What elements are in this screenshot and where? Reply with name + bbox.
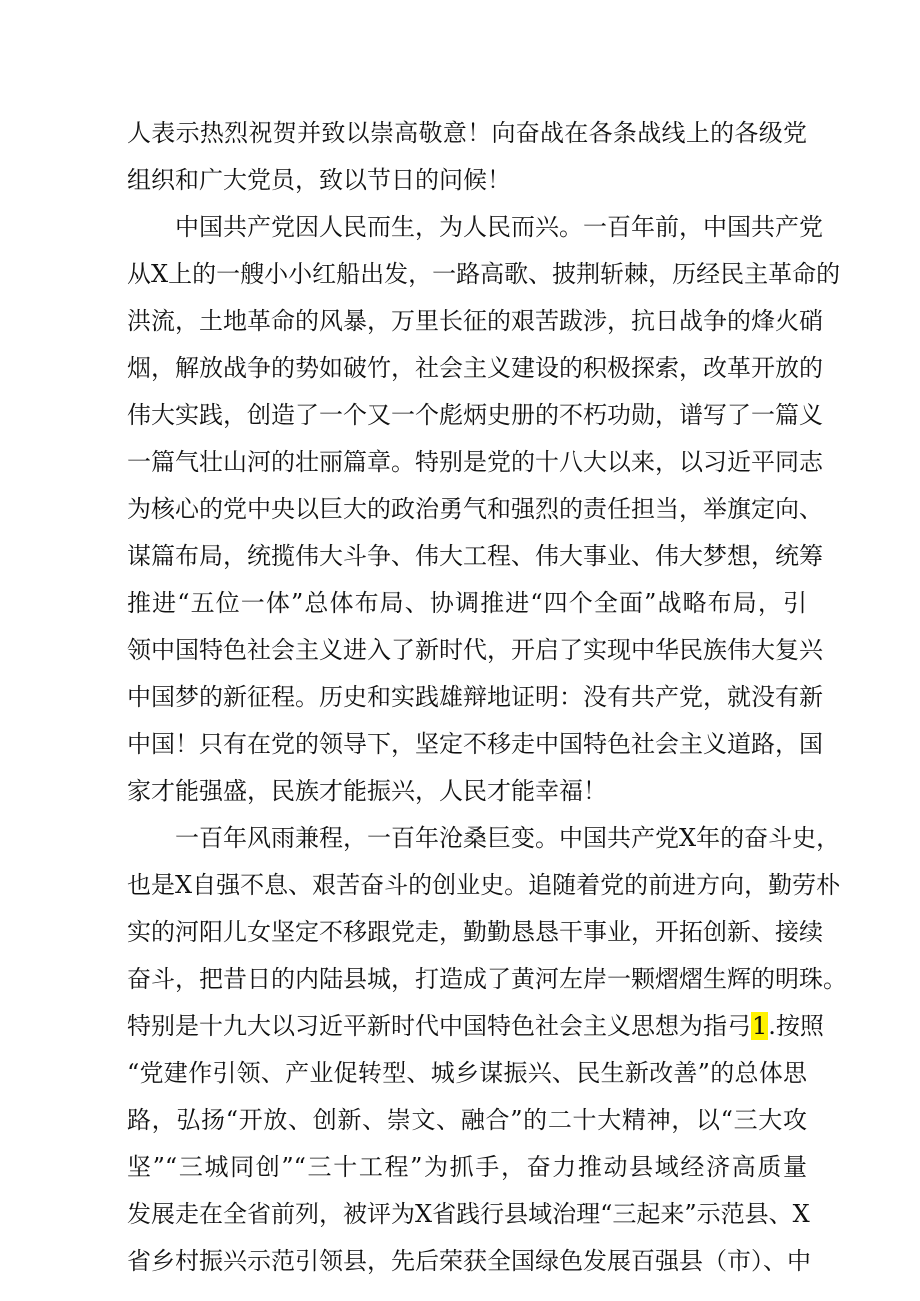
text-line: 为核心的党中央以巨大的政治勇气和强烈的责任担当，举旗定向、 — [127, 495, 823, 523]
text-line: 伟大实践，创造了一个又一个彪炳史册的不朽功勋，谱写了一篇义 — [127, 401, 823, 429]
text-line: 领中国特色社会主义进入了新时代，开启了实现中华民族伟大复兴 — [127, 636, 823, 664]
paragraph-start-line: 中国共产党因人民而生，为人民而兴。一百年前，中国共产党 — [175, 213, 823, 241]
text-segment: 特别是十九大以习近平新时代中国特色社会主义思想为指弓 — [127, 1012, 751, 1040]
text-line: “党建作引领、产业促转型、城乡谋振兴、民生新改善”的总体思 — [127, 1059, 807, 1087]
text-line: 省乡村振兴示范引领县，先后荣获全国绿色发展百强县（市）、中 — [127, 1247, 811, 1275]
highlighted-marker: 1 — [752, 1012, 768, 1040]
text-line: 一篇气壮山河的壮丽篇章。特别是党的十八大以来，以习近平同志 — [127, 448, 823, 476]
text-line-with-highlight — [127, 1003, 824, 1050]
text-line: 中国梦的新征程。历史和实践雄辩地证明：没有共产党，就没有新 — [127, 683, 823, 711]
text-line: 坚”“三城同创”“三十工程”为抓手，奋力推动县域经济高质量 — [127, 1153, 807, 1181]
text-line: 中国！只有在党的领导下，坚定不移走中国特色社会主义道路，国 — [127, 730, 823, 758]
text-line: 洪流，土地革命的风暴，万里长征的艰苦跋涉，抗日战争的烽火硝 — [127, 307, 823, 335]
text-line: 组织和广大党员，致以节日的问候！ — [127, 166, 511, 194]
text-line: 谋篇布局，统揽伟大斗争、伟大工程、伟大事业、伟大梦想，统筹 — [127, 542, 823, 570]
text-line: 推进“五位一体”总体布局、协调推进“四个全面”战略布局，引 — [127, 589, 807, 617]
text-line: 奋斗，把昔日的内陆县城，打造成了黄河左岸一颗熠熠生辉的明珠。 — [127, 965, 847, 993]
text-segment: .按照 — [768, 1012, 824, 1040]
text-line: 也是X自强不息、艰苦奋斗的创业史。追随着党的前进方向，勤劳朴 — [127, 871, 841, 899]
text-line: 人表示热烈祝贺并致以崇高敬意！向奋战在各条战线上的各级党 — [127, 119, 807, 147]
text-line: 实的河阳儿女坚定不移跟党走，勤勤恳恳干事业，开拓创新、接续 — [127, 918, 823, 946]
body-text — [127, 110, 847, 1285]
text-line: 烟，解放战争的势如破竹，社会主义建设的积极探索，改革开放的 — [127, 354, 823, 382]
text-line: 从X上的一艘小小红船出发，一路高歌、披荆斩棘，历经民主革命的 — [127, 260, 841, 288]
text-line: 路，弘扬“开放、创新、崇文、融合”的二十大精神，以“三大攻 — [127, 1106, 807, 1134]
paragraph-start-line: 一百年风雨兼程，一百年沧桑巨变。中国共产党X年的奋斗史， — [175, 824, 841, 852]
text-line: 发展走在全省前列，被评为X省践行县域治理“三起来”示范县、X — [127, 1200, 810, 1228]
text-line: 家才能强盛，民族才能振兴，人民才能幸福！ — [127, 777, 607, 805]
